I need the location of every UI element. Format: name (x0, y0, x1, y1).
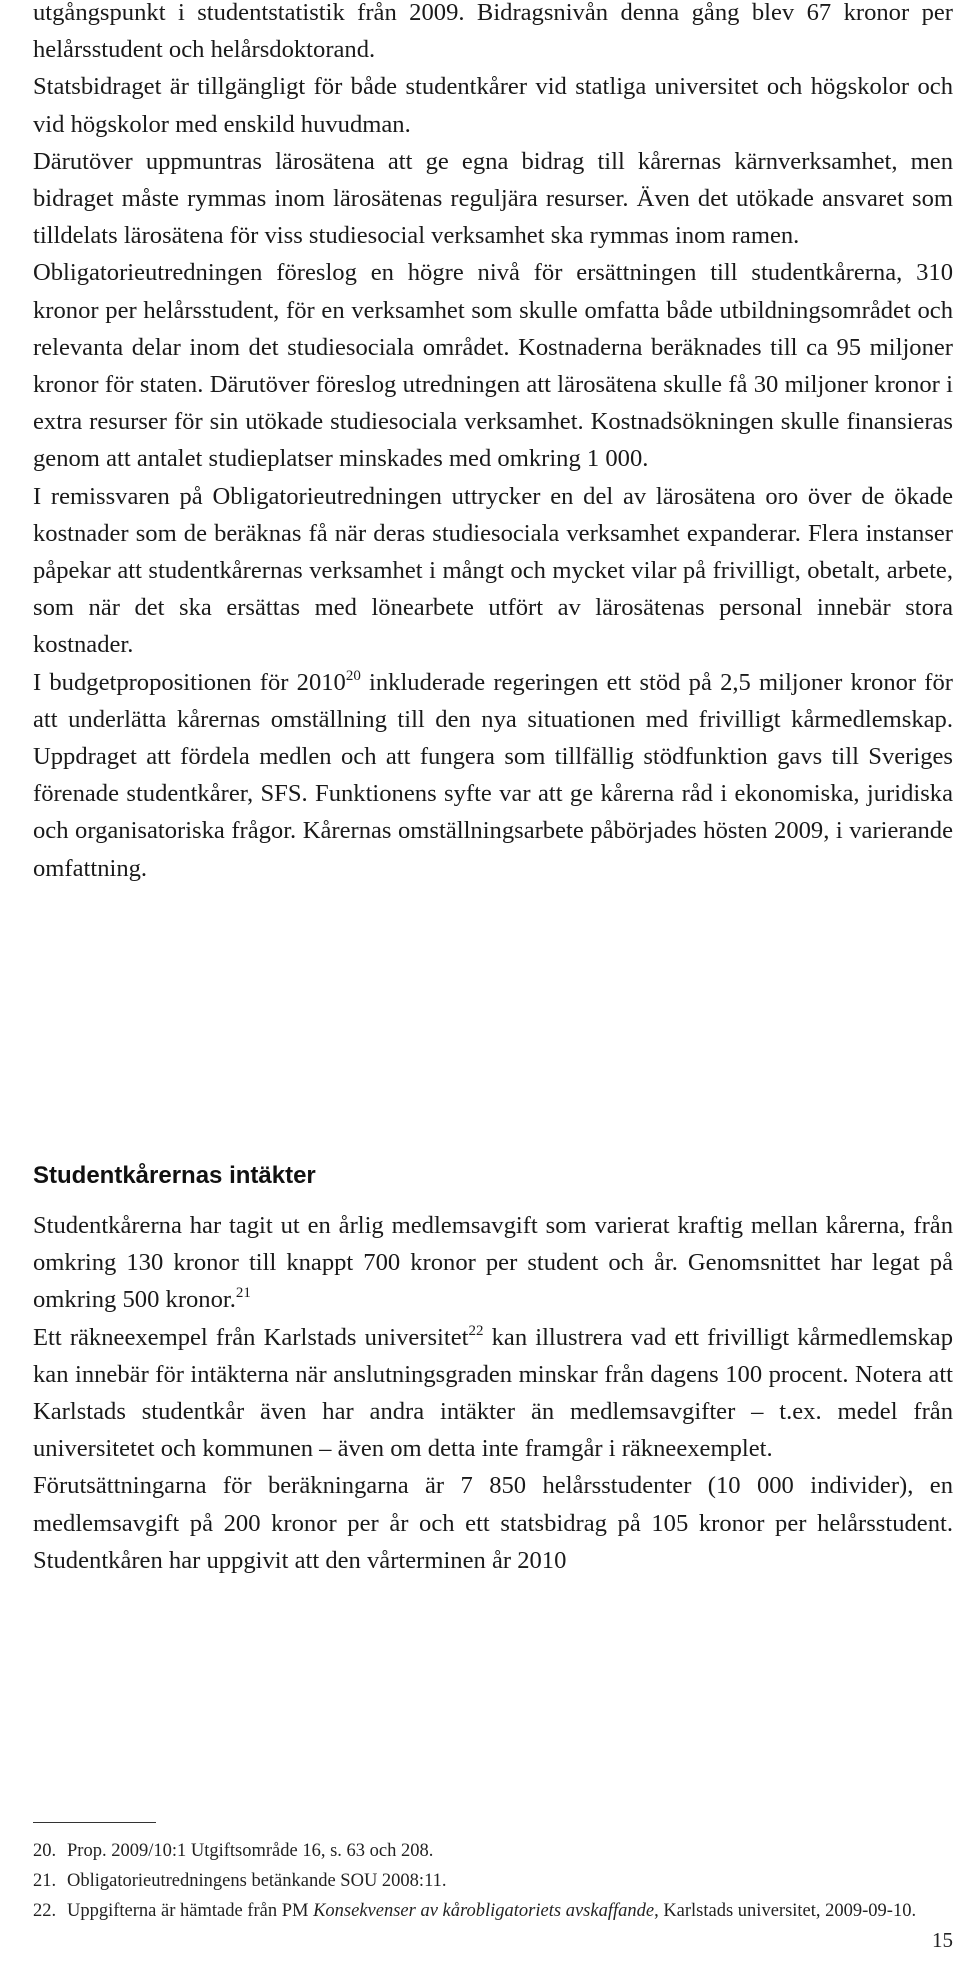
footnote-number: 22. (33, 1901, 57, 1921)
footnote-document-title: Konsekvenser av kårobligatoriets avskaffande (313, 1901, 655, 1921)
footnote-number: 21. (33, 1871, 57, 1891)
body-section-income (33, 1207, 953, 1579)
paragraph-budget (33, 664, 953, 887)
footnote-ref-21[interactable]: 21 (235, 1285, 251, 1302)
footnote-21 (33, 1868, 953, 1895)
footnotes (33, 1838, 953, 1928)
paragraph-budget-after: inkluderade regeringen ett stöd på 2,5 miljoner kronor för att underlätta kårernas omställning till den nya situationen med frivilligt kårmedlemskap. Uppdraget att fördela medlen och att fungera som tillfällig stödfunktion gavs till Sveriges förenade studentkårer, SFS. Funktionens syfte var att ge kårerna råd i ekonomiska, juridiska och organisatoriska frågor. Kårernas omställningsarbete påbörjades hösten 2009, i varierande omfattning. (33, 668, 953, 882)
section-heading: Studentkårernas intäkter (33, 1162, 316, 1189)
footnote-22 (33, 1898, 953, 1925)
paragraph-example (33, 1319, 953, 1468)
paragraph-example-after: kan illustrera vad ett frivilligt kårmedlemskap kan innebär för intäkterna när anslutningsgraden minskar från dagens 100 procent. Notera att Karlstads studentkår även har andra intäkter än medlemsavgifter – t.ex. medel från universitetet och kommunen – även om detta inte framgår i räkneexemplet. (33, 1323, 953, 1463)
paragraph-example-before: Ett räkneexempel från Karlstads universitet (33, 1323, 469, 1351)
page-number: 15 (932, 1928, 953, 1952)
footnote-text-after: , Karlstads universitet, 2009-09-10. (654, 1901, 917, 1921)
footnote-text: Prop. 2009/10:1 Utgiftsområde 16, s. 63 och 208. (67, 1841, 434, 1861)
footnote-number: 20. (33, 1841, 57, 1861)
footnote-text-before: Uppgifterna är hämtade från PM (67, 1901, 314, 1921)
footnote-divider (33, 1822, 156, 1823)
paragraph-1: utgångspunkt i studentstatistik från 2009. Bidragsnivån denna gång blev 67 kronor per helårsstudent och helårsdoktorand. (33, 0, 953, 64)
footnote-ref-22[interactable]: 22 (468, 1322, 484, 1339)
footnote-20 (33, 1838, 953, 1865)
paragraph-5: I remissvaren på Obligatorieutredningen uttrycker en del av lärosätena oro över de ökade kostnader som de beräknas få när deras studiesociala verksamhet expanderar. Flera instanser påpekar att studentkårernas verksamhet i mångt och mycket vilar på frivilligt, obetalt, arbete, som när det ska ersättas med lönearbete utfört av lärosätenas personal innebär stora kostnader. (33, 482, 953, 659)
footnote-ref-20[interactable]: 20 (345, 667, 361, 684)
footnote-text: Obligatorieutredningens betänkande SOU 2008:11. (67, 1871, 447, 1891)
paragraph-income-text: Studentkårerna har tagit ut en årlig medlemsavgift som varierat kraftig mellan kårerna, från omkring 130 kronor till knappt 700 kronor per student och år. Genomsnittet har legat på omkring 500 kronor. (33, 1212, 953, 1314)
body-section-top (33, 0, 953, 887)
paragraph-4: Obligatorieutredningen föreslog en högre nivå för ersättningen till studentkårerna, 310 kronor per helårsstudent, för en verksamhet som skulle omfatta både utbildningsområdet och relevanta delar inom det studiesociala området. Kostnaderna beräknades till ca 95 miljoner kronor för staten. Därutöver föreslog utredningen att lärosätena skulle få 30 miljoner kronor i extra resurser för sin utökade studiesociala verksamhet. Kostnadsökningen skulle finansieras genom att antalet studieplatser minskades med omkring 1 000. (33, 259, 953, 473)
paragraph-2: Statsbidraget är tillgängligt för både studentkårer vid statliga universitet och högskolor och vid högskolor med enskild huvudman. (33, 73, 953, 138)
paragraph-3: Därutöver uppmuntras lärosätena att ge egna bidrag till kårernas kärnverksamhet, men bidraget måste rymmas inom lärosätenas reguljära resurser. Även det utökade ansvaret som tilldelats lärosätena för viss studiesocial verksamhet ska rymmas inom ramen. (33, 147, 953, 250)
paragraph-budget-before: I budgetpropositionen för 2010 (33, 668, 346, 696)
paragraph-income (33, 1207, 953, 1319)
paragraph-last: Förutsättningarna för beräkningarna är 7 850 helårsstudenter (10 000 individer), en medlemsavgift på 200 kronor per år och ett statsbidrag på 105 kronor per helårsstudent. Studentkåren har uppgivit att den vårterminen år 2010 (33, 1472, 953, 1574)
